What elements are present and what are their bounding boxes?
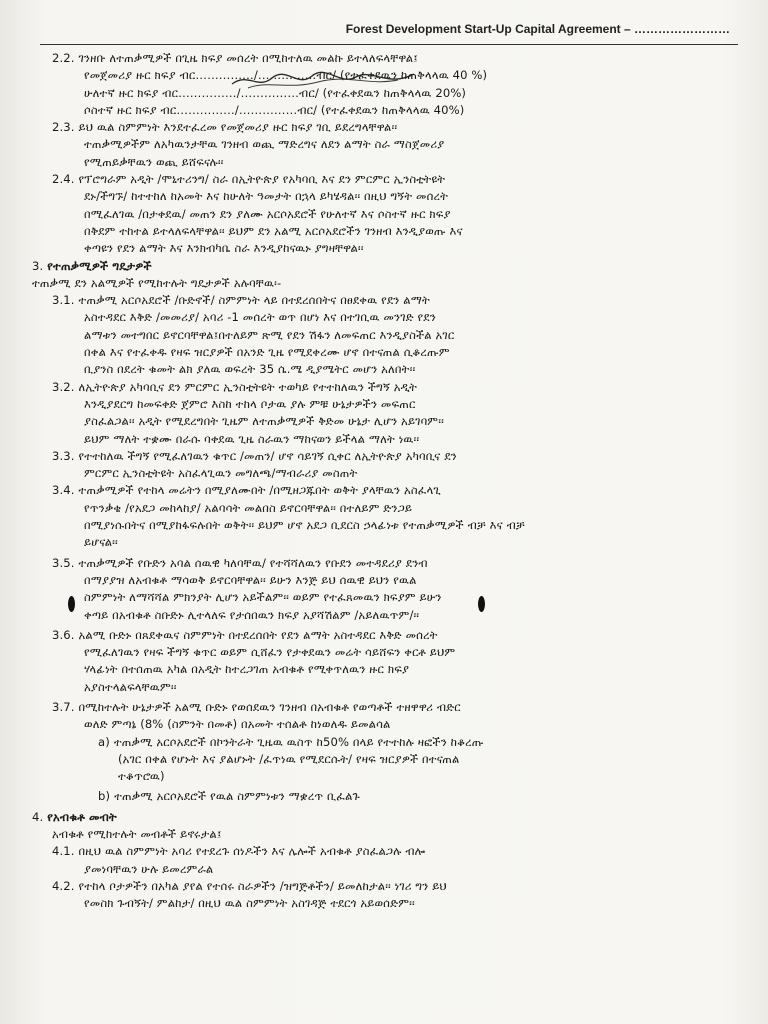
item-3-6-line: የሚፈለገዉን የዛፍ ችግኝ ቁጥር ወይም ሲሸፈን የታቀደዉን መሬት ሳይሸፍን ቀርቶ ይህም [84, 645, 456, 660]
item-number: 3.5. [52, 555, 75, 570]
item-2-2-line: 2.2. ገንዘቡ ለተጠቃሚዎች በጊዜ ክፍያ መሰረት በሚከተለዉ መልኩ ይተላለፍላቸዋል፤ [52, 51, 419, 65]
item-number: 2.3. [52, 120, 75, 135]
item-3-7-a-line: a) ተጠቃሚ አርሶአደሮች በኮንትራት ጊዜዉ ዉስጥ ከ50% በላይ የተተከሉ ዛፎችን ከቆረጡ [98, 734, 484, 749]
item-number: 4.1. [52, 844, 75, 859]
item-3-7-a-line: ተቆጥሮዉ) [118, 769, 165, 784]
section-4-intro: አብቁቶ የሚከተሉት መብቶች ይኖሩታል፤ [52, 827, 222, 842]
item-3-4-line: በሚያነሱበትና በሚያከፋፍሉበት ወቅት፡፡ ይህም ሆኖ አደጋ ቢደርስ ኃላፊነቱ የተጠቃሚዎች ብቻ እና ብቻ [84, 518, 525, 533]
item-3-3-line: ምርምር ኢንስቲትዩት አስፈላጊዉን መግለጫ/ማብራሪያ መስጠት [84, 466, 358, 481]
item-3-4-line: ይሆናል፡፡ [84, 535, 118, 550]
document-body [0, 50, 768, 913]
item-2-3-line: 2.3. ይህ ዉል ስምምነት እንደተፈረመ የመጀመሪያ ዙር ክፍያ ገቢ ይደረግላቸዋል፡፡ [52, 120, 398, 135]
section-title: የተጠቃሚዎች ግዴታዎች [47, 258, 152, 273]
item-3-2-line: ይህም ማለት ተቋሙ በራሱ ባቀደዉ ጊዜ ስራዉን ማከናወን ይችላል ማለት ነዉ፡፡ [84, 431, 420, 446]
sub-item-label: a) [98, 734, 110, 749]
item-3-2-line: 3.2. ለኢትዮጵያ አካባቢና ደን ምርምር ኢንስቲትዩት ተወካይ የተተከለዉን ችግኝ አዲት [52, 379, 418, 394]
item-2-2-line: ሁለተኛ ዙር ክፍያ ብር……………/……………ብር/ (የተፈቀደዉን ከጠቅላላዉ 20%) [84, 85, 467, 100]
item-number: 3.2. [52, 379, 75, 394]
ink-blot-mark [68, 596, 75, 612]
item-4-1-line: ያመነባቸዉን ሁሉ ይመረምራል [84, 861, 214, 876]
item-2-3-line: የሚጠይቃቸዉን ወጪ ይሸፍናሉ፡፡ [84, 154, 224, 169]
item-3-1-line: 3.1. ተጠቃሚ አርሶአደሮች /ቡድኖች/ ስምምነት ላይ በተደረሰበትና በፀደቀዉ የደን ልማት [52, 293, 430, 308]
header-rule [40, 44, 738, 45]
item-3-6-line: ሃላፊነት በተሰጠዉ አካል በአዲት ከተረጋገጠ አብቁቶ የሚቀጥለዉን ዙር ክፍያ [84, 662, 410, 677]
item-3-3-line: 3.3. የተተከለዉ ችግኝ የሚፈለገዉን ቁጥር /መጠን/ ሆኖ ሳይገኝ ሲቀር ለኢትዮጵያ አካባቢና ደን [52, 448, 457, 463]
item-2-2-line: ሶስተኛ ዙር ክፍያ ብር……………/……………ብር/ (የተፈቀደዉን ከጠቅላላዉ 40%) [84, 102, 465, 117]
sub-item-label: b) [98, 789, 111, 804]
item-3-4-line: 3.4. ተጠቃሚዎች የተከላ መሬትን በሚያለሙበት /በሚዘጋጁበት ወቅት ያላቸዉን አስፈላጊ [52, 483, 441, 498]
item-3-2-line: ያስፈልጋል፡፡ አዲት የሚደረግበት ጊዜም ለተጠቃሚዎች ቅድመ ሁኔታ ሊሆን አይገባም፡፡ [84, 414, 444, 429]
section-3-intro: ተጠቃሚ ደን አልሚዎች የሚከተሉት ግዴታዎች አሉባቸዉ፡- [32, 275, 282, 290]
item-3-4-line: የጥንቃቄ /የአደጋ መከላከያ/ አልባሳት መልበስ ይኖርባቸዋል፡፡ በተለይም ድንጋይ [84, 500, 413, 515]
item-4-2-line: 4.2. የተከላ ቦታዎችን በአካል ያየል የተሰሩ ስራዎችን /ዝግጅቶችን/ ይመለከታል፡፡ ነገሪ ግን ይህ [52, 878, 447, 893]
item-3-7-a-line: (አገር በቀል የሆኑት እና ያልሆኑት /ፈጥነዉ የሚደርሱት/ የዛፍ ዝርያዎች በተናጠል [118, 751, 460, 766]
item-3-5-line: ቀጣይ በአብቁቶ ስቡድኑ ሊተላለፍ የታሰበዉን ክፍያ አያሻሽልም /አይለዉጥም/፡፡ [84, 607, 420, 622]
item-2-2-line: የመጀመሪያ ዙር ክፍያ ብር……………/……………ብር/ (የተፈቀደዉን ከጠቅላላዉ 40 %) [84, 68, 488, 83]
section-number: 4. [32, 809, 44, 824]
item-3-1-line: ልማቱን መተግበር ይኖርባቸዋል፤በተለይም ጽሚ የደን ሽፋን ለመፍጠር እንዲያስችል አገር [84, 327, 455, 342]
item-number: 2.4. [52, 172, 75, 187]
item-number: 4.2. [52, 878, 75, 893]
section-title: የአብቁቶ መብት [47, 809, 117, 824]
item-3-6-line: 3.6. አልሚ ቡድኑ በጸደቀዉና ስምምነት በተደረሰበት የደን ልማት አስተዳደር እቅድ መሰረት [52, 627, 438, 642]
item-3-1-line: በቀል እና የተፈቀዱ የዛፍ ዝርያዎች በአንድ ጊዜ የሚደቀረሙ ሆኖ በተናጠል ሲቆረጡም [84, 345, 450, 360]
item-number: 3.3. [52, 448, 75, 463]
item-2-3-line: ተጠቃሚዎችም ለአካዉንታቸዉ ገንዘብ ወጪ ማድረግና ለደን ልማት ስራ ማስጀመሪያ [84, 137, 445, 152]
item-number: 3.6. [52, 627, 75, 642]
item-number: 3.1. [52, 293, 75, 308]
item-4-1-line: 4.1. በዚህ ዉል ስምምነት አባሪ የተደረጉ ሰነዶችን እና ሌሎች አብቁቶ ያስፈልጋሉ ብሎ [52, 844, 426, 859]
item-3-7-b-line: b) ተጠቃሚ አርሶአደሮች የዉል ስምምነቱን ማቋረጥ ቢፈልጉ [98, 789, 360, 804]
section-4-heading [0, 809, 768, 826]
item-3-7-line: 3.7. በሚከተሉት ሁኔታዎች አልሚ ቡድኑ የወሰደዉን ገንዘብ በአብቁቶ የወጣቶች ተዘዋዋሪ ብድር [52, 699, 461, 714]
item-3-5-line: ስምምነት ለማሻሻል ምክንያት ሊሆን አይችልም፡፡ ወይም የተፈጸመዉን ክፍያም ይሁን [84, 590, 442, 605]
item-2-4-line: 2.4. የፕሮግራም አዲት /ሞኒተሪንግ/ ስራ በኢትዮጵያ የአካባቢ እና ደን ምርምር ኢንስቲትዩት [52, 172, 446, 187]
section-number: 3. [32, 258, 44, 273]
item-number: 2.2. [52, 51, 75, 65]
item-2-4-line: ቀጣዩን የደን ልማት እና እንክብካቤ ስራ እንዲያከናዉኑ ያግዛቸዋል፡፡ [84, 241, 364, 256]
item-3-1-line: አስተዳደር እቅድ /መመሪያ/ አባሪ -1 መሰረት ወጥ በሆነ እና በተገቢዉ መንገድ የደን [84, 310, 436, 325]
item-4-2-line: የመስክ ጉብኝት/ ምልከታ/ በዚህ ዉል ስምምነት አስገዳጅ ተደርጎ አይወሰድም፡፡ [84, 896, 415, 911]
ink-blot-mark [478, 596, 485, 612]
page-header-title: Forest Development Start-Up Capital Agreement – …………………… [345, 22, 730, 36]
item-number: 3.7. [52, 699, 75, 714]
section-3-heading [0, 258, 768, 275]
item-3-1-line: ቢያንስ በደረት ቁመት ልክ ያለዉ ወፍረት 35 ሴ.ሜ ዲያሜትር መሆን አለበት፡፡ [84, 362, 416, 377]
item-3-5-line: በማያያዝ ለአብቁቶ ማሳወቅ ይኖርባቸዋል፡፡ ይሁን እንጅ ይህ ሰዉዊ ይህን የዉል [84, 572, 417, 587]
item-3-6-line: አያስተላልፍላቸዉም፡፡ [84, 679, 177, 694]
item-2-4-line: በሚፈለገዉ /በታቀደዉ/ መጠን ደን ያለሙ አርሶአደሮች የሁለተኛ እና ሶስተኛ ዙር ክፍያ [84, 206, 451, 221]
item-number: 3.4. [52, 483, 75, 498]
item-2-4-line: ደኑ/ችግኙ/ ከተተከለ ከአመት እና ከሁለት ዓመታት በኋላ ይካሄዳል፡፡ በዚህ ግኝት መሰረት [84, 189, 449, 204]
item-2-4-line: በቅደም ተከተል ይተላለፍላቸዋል፡፡ ይህም ደን አልሚ አርሶአደሮችን ገንዘብ እንዲያወጡ እና [84, 223, 463, 238]
item-3-5-line: 3.5. ተጠቃሚዎች የቡድን አባል ሰዉዊ ካለባቸዉ/ የተሻሻለዉን የቡደን መተዳደሪያ ደንብ [52, 555, 428, 570]
item-3-2-line: እንዲያደርግ ከመፍቀድ ጀምሮ እስከ ተከላ ቦታዉ ያሉ ምቹ ሁኔታዎችን መፍጠር [84, 396, 416, 411]
item-3-7-line: ወለድ ምጣኔ (8% (ስምንት በመቶ) በአመት ተሰልቶ ከነወለዱ ይመልሳል [84, 717, 391, 732]
